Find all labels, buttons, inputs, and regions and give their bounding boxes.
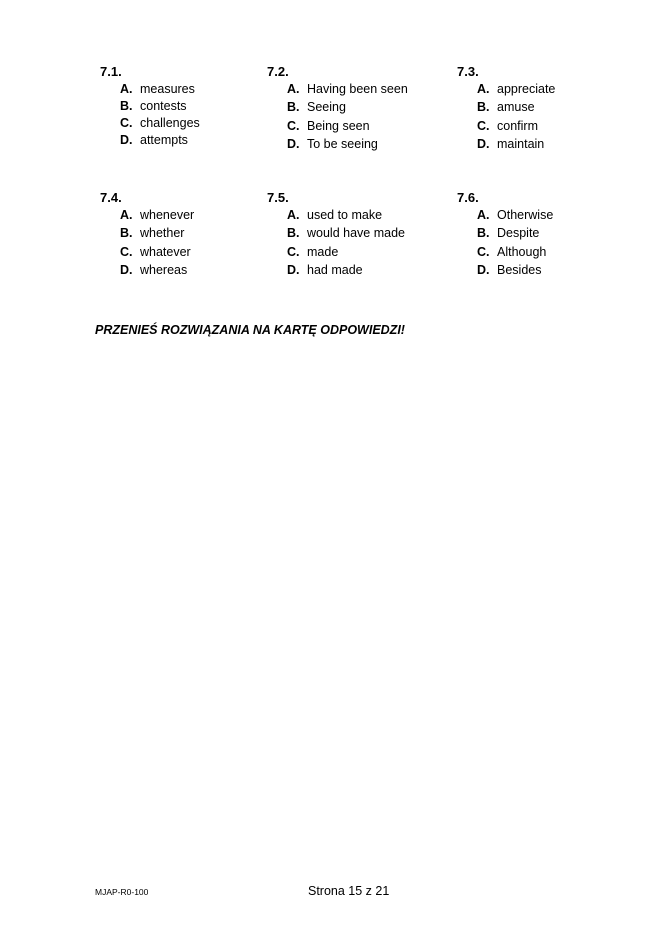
document-code: MJAP-R0-100: [95, 887, 149, 897]
option-a: A. whenever: [120, 208, 195, 222]
option-a: A. measures: [120, 82, 195, 96]
question-number: 7.5.: [267, 190, 289, 205]
option-c: C. challenges: [120, 116, 200, 130]
option-d: D. whereas: [120, 263, 188, 277]
question-number: 7.4.: [100, 190, 122, 205]
option-a: A. appreciate: [477, 82, 556, 96]
transfer-instruction: PRZENIEŚ ROZWIĄZANIA NA KARTĘ ODPOWIEDZI!: [95, 323, 405, 337]
option-b: B. Seeing: [287, 100, 346, 114]
option-a: A. Having been seen: [287, 82, 408, 96]
option-d: D. had made: [287, 263, 363, 277]
question-number: 7.1.: [100, 64, 122, 79]
option-d: D. maintain: [477, 137, 545, 151]
page-number: Strona 15 z 21: [308, 884, 390, 898]
question-number: 7.3.: [457, 64, 479, 79]
option-a: A. used to make: [287, 208, 383, 222]
option-c: C. confirm: [477, 119, 538, 133]
option-b: B. amuse: [477, 100, 535, 114]
option-d: D. Besides: [477, 263, 542, 277]
option-c: C. Being seen: [287, 119, 370, 133]
option-d: D. To be seeing: [287, 137, 378, 151]
option-c: C. Although: [477, 245, 547, 259]
option-c: C. whatever: [120, 245, 191, 259]
option-c: C. made: [287, 245, 339, 259]
option-b: B. whether: [120, 226, 185, 240]
question-number: 7.6.: [457, 190, 479, 205]
question-number: 7.2.: [267, 64, 289, 79]
option-b: B. Despite: [477, 226, 540, 240]
option-b: B. would have made: [287, 226, 405, 240]
option-a: A. Otherwise: [477, 208, 554, 222]
option-d: D. attempts: [120, 133, 188, 147]
option-b: B. contests: [120, 99, 187, 113]
